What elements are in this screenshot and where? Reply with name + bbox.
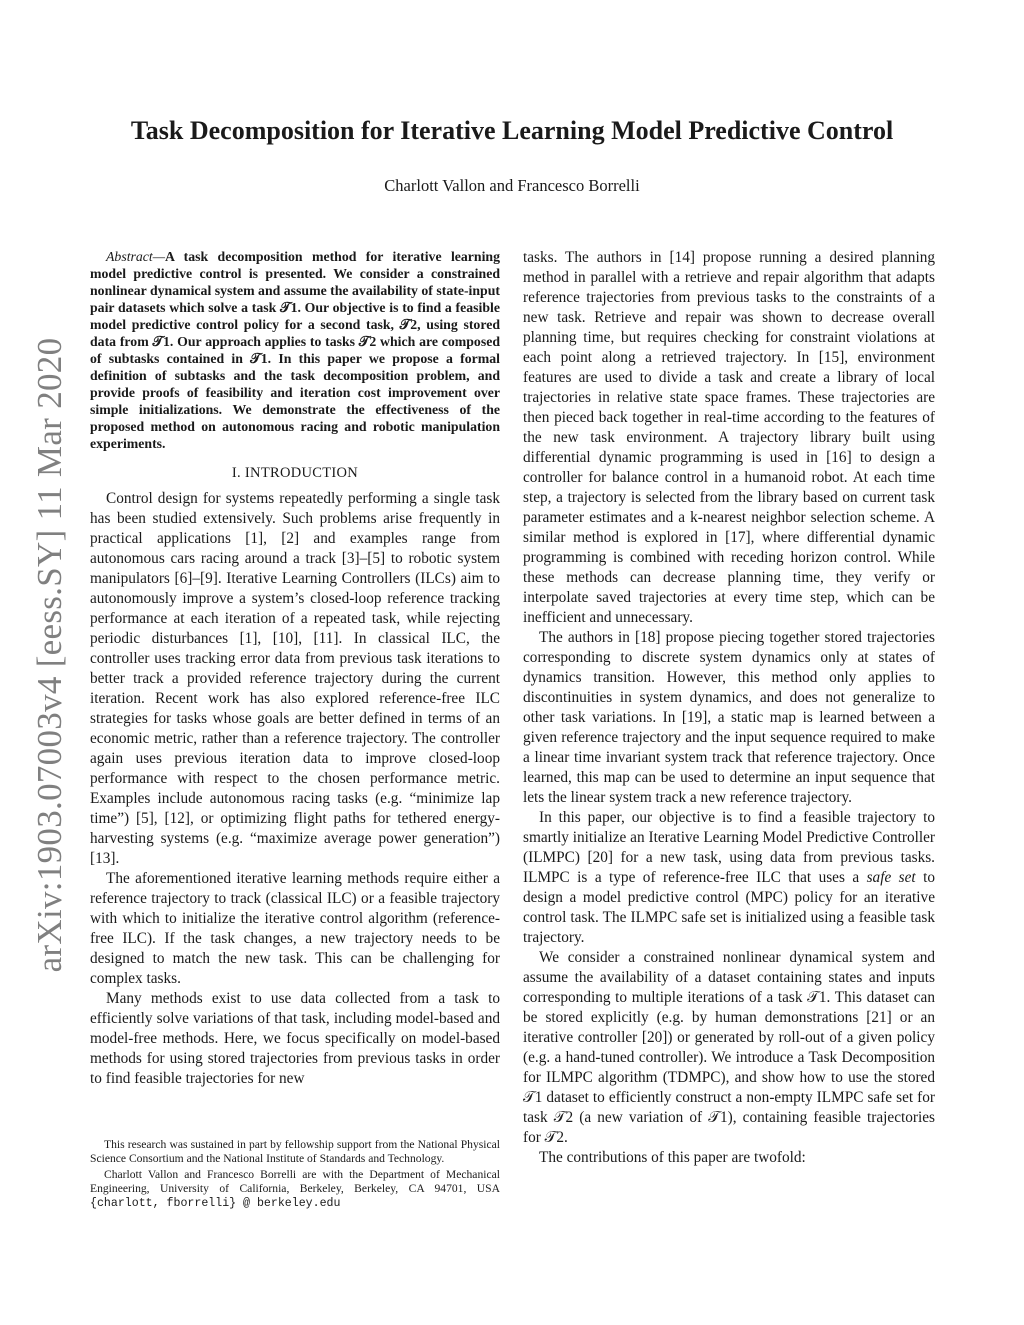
footnotes — [90, 1138, 500, 1213]
paper-title: Task Decomposition for Iterative Learning Model Predictive Control — [130, 116, 894, 145]
right-paragraph-3 — [523, 808, 935, 948]
arxiv-identifier-stamp — [20, 337, 80, 973]
abstract-text: A task decomposition method for iterative learning model predictive control is presented. We consider a constrained nonlinear dynamical system and assume the availability of state-input pair datasets which solve a task 𝒯1. Our objective is to find a feasible model predictive control policy for a second task, 𝒯2, using stored data from 𝒯1. Our approach applies to tasks 𝒯2 which are composed of subtasks contained in 𝒯1. In this paper we propose a formal definition of subtasks and the task decomposition problem, and provide proofs of feasibility and iteration cost improvement over simple initializations. We demonstrate the effectiveness of the proposed method on autonomous racing and robotic manipulation experiments. — [90, 249, 500, 451]
left-column — [90, 248, 500, 1089]
right-paragraph-1: tasks. The authors in [14] propose running a desired planning method in parallel with a retrieve and repair algorithm that adapts reference trajectories from previous tasks to the constraints of a new task. Retrieve and repair was shown to decrease overall planning time, but requires checking for constraint violations at each point along a retrieved trajectory. In [15], environment features are used to divide a task and create a library of local trajectories in relative state space frames. These trajectories are then pieced back together in real-time according to the features of the new task environment. A trajectory library built using differential dynamic programming is used in [16] to design a controller for balance control in a humanoid robot. At each time step, a trajectory is selected from the library based on current task parameter estimates and a k-nearest neighbor selection scheme. A similar method is explored in [17], where differential dynamic programming is combined with receding horizon control. While these methods can decrease planning time, they verify or interpolate saved trajectories at every time step, which can be inefficient and unnecessary. — [523, 249, 935, 626]
right-paragraph-4: We consider a constrained nonlinear dynamical system and assume the availability of a dataset containing states and inputs corresponding to multiple iterations of a task 𝒯1. This dataset can be stored explicitly (e.g. by human demonstrations [21] or an iterative controller [20]) or generated by roll-out of a given policy (e.g. a hand-tuned controller). We introduce a Task Decomposition for ILMPC algorithm (TDMPC), and show how to use the stored 𝒯1 dataset to efficiently construct a non-empty ILMPC safe set for task 𝒯2 (a new variation of 𝒯1), containing feasible trajectories for 𝒯2. — [523, 949, 935, 1146]
section-title-rest: NTRODUCTION — [250, 465, 359, 481]
right-paragraph-3-before: In this paper, our objective is to find a feasible trajectory to smartly initialize an Iterative Learning Model Predictive Controller (ILMPC) [20] for a new task, using data from previous tasks. ILMPC is a type of reference-free ILC that uses a — [523, 809, 935, 886]
right-paragraph-3-after: to design a model predictive control (MPC) policy for an iterative control task. The ILMPC safe set is initialized using a feasible task trajectory. — [523, 869, 936, 946]
section-first-letter: I — [244, 465, 251, 481]
intro-paragraph-2: The aforementioned iterative learning methods require either a reference trajectory to track (classical ILC) or a feasible trajectory with which to initialize the iterative control algorithm (reference-free ILC). If the task changes, a new trajectory needs to be designed to match the new task. This can be challenging for complex tasks. — [90, 870, 500, 987]
section-number: I. — [231, 465, 245, 481]
footnote-affiliation-text: Charlott Vallon and Francesco Borrelli are with the Department of Mechanical Engineering, University of California, Berkeley, Berkeley, CA 94701, USA — [90, 1168, 500, 1195]
footnote-funding: This research was sustained in part by fellowship support from the National Physical Science Consortium and the National Institute of Standards and Technology. — [90, 1138, 500, 1165]
intro-paragraph-1: Control design for systems repeatedly performing a single task has been studied extensively. Such problems arise frequently in practical applications [1], [2] and examples range from autonomous cars racing around a track [3]–[5] to robotic system manipulators [6]–[9]. Iterative Learning Controllers (ILCs) aim to autonomously improve a system’s closed-loop reference tracking performance at each iteration of a repeated task, while rejecting periodic disturbances [1], [10], [11]. In classical ILC, the controller uses tracking error data from previous task iterations to better track a provided reference trajectory during the current iteration. Recent work has also explored reference-free ILC strategies for tasks whose goals are better defined in terms of an economic metric, rather than a reference trajectory. The controller again uses previous iteration data to improve closed-loop performance with respect to the chosen performance metric. Examples include autonomous racing tasks (e.g. “minimize lap time”) [5], [12], or optimizing flight paths for tethered energy-harvesting systems (e.g. “maximize average power generation”) [13]. — [90, 490, 500, 867]
intro-paragraph-3: Many methods exist to use data collected from a task to efficiently solve variations of that task, including model-based and model-free methods. Here, we focus specifically on model-based methods for using stored trajectories from previous tasks in order to find feasible trajectories for new — [90, 990, 500, 1087]
abstract — [90, 248, 500, 452]
right-paragraph-2: The authors in [18] propose piecing together stored trajectories corresponding to discrete system dynamics only at states of dynamics transition. However, this method only applies to discontinuities in system dynamics, and does not generalize to other task variations. In [19], a static map is learned between a given reference trajectory and the input sequence required to make a linear time invariant system track that reference trajectory. Once learned, this map can be used to determine an input sequence that lets the linear system track a new reference trajectory. — [523, 629, 935, 806]
author-emails: {charlott, fborrelli} @ berkeley.edu — [90, 1197, 341, 1210]
right-paragraph-5: The contributions of this paper are twofold: — [539, 1149, 806, 1166]
abstract-lead: Abstract— — [106, 249, 166, 264]
arxiv-identifier-text: arXiv:1903.07003v4 [eess.SY] 11 Mar 2020 — [30, 337, 69, 973]
paper-authors: Charlott Vallon and Francesco Borrelli — [384, 176, 640, 195]
safe-set-emphasis: safe set — [866, 869, 916, 886]
section-heading-introduction — [90, 463, 500, 483]
right-column — [523, 248, 935, 1168]
footnote-affiliation — [90, 1168, 500, 1211]
